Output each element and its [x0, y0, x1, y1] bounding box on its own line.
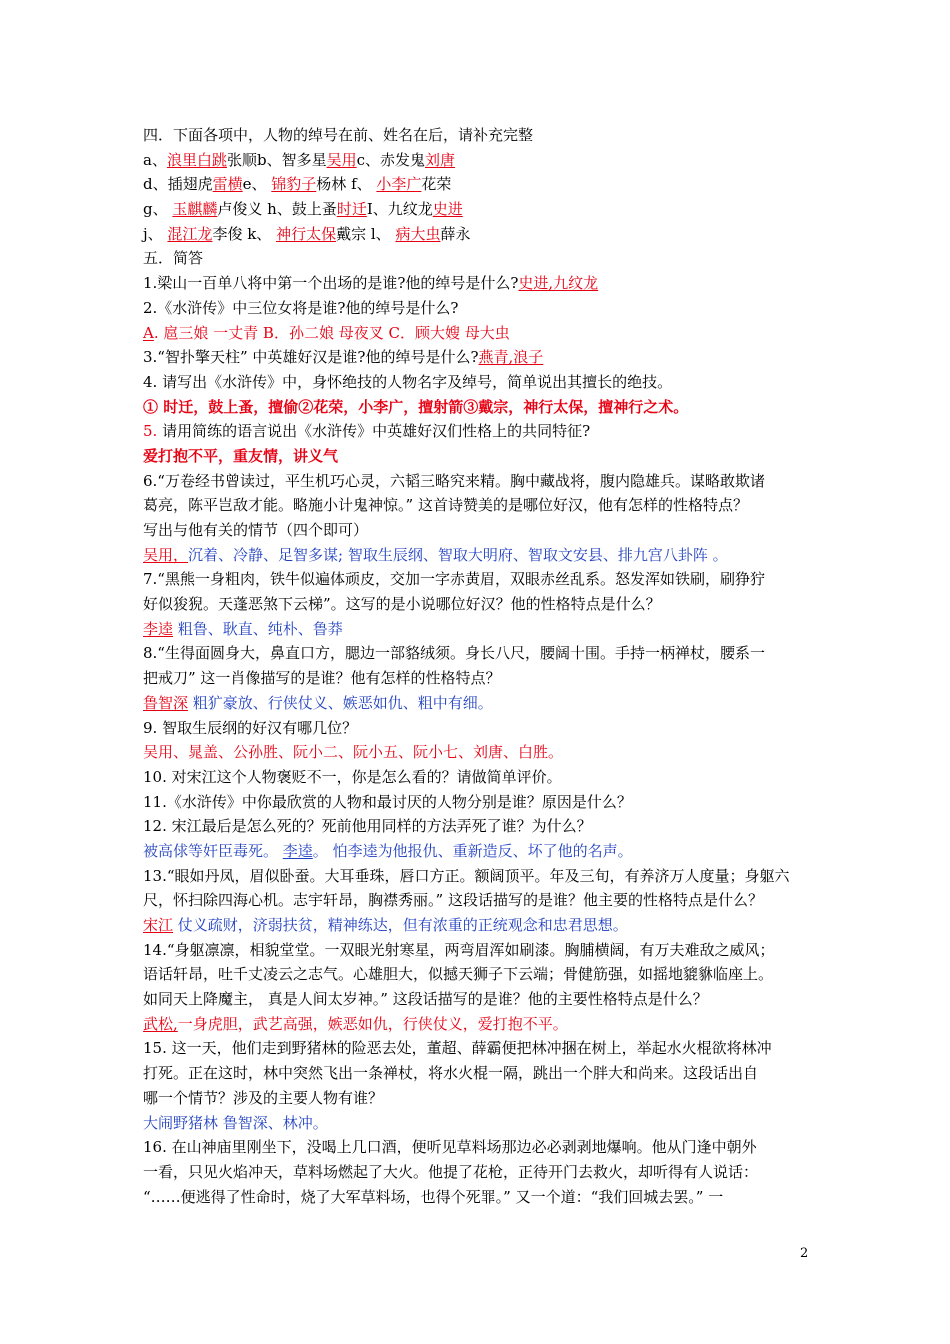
question-text: 16. 在山神庙里刚坐下，没喝上几口酒，便听见草料场那边必必剥剥地爆响。他从门逢中朝外 [143, 1138, 757, 1157]
question-text: 如同天上降魔主， 真是人间太岁神。” 这段话描写的是谁？他的主要性格特点是什么？ [143, 990, 708, 1009]
answer-line [143, 518, 813, 543]
question-text: 戴宗 l、 [336, 224, 396, 243]
question-text: 杨林 f、 [316, 175, 377, 194]
question-text: “……便逃得了性命时，烧了大军草料场，也得个死罪。” 又一个道：“我们回城去罢。” 一 [143, 1187, 724, 1206]
answer-text: 沉着、冷静、足智多谋; 智取生辰纲、智取大明府、智取文安县、排九宫八卦阵 。 [188, 545, 728, 564]
answer-line [143, 1012, 813, 1037]
question-text: 尺，怀扫除四海心机。志宇轩昂，胸襟秀丽。” 这段话描写的是谁？他主要的性格特点是什么？ [143, 891, 763, 910]
question-text: 13.“眼如丹凤，眉似卧蚕。大耳垂珠，唇口方正。额阔顶平。年及三旬，有养济万人度量；身躯六 [143, 866, 790, 885]
answer-text: 史进 [432, 200, 463, 219]
answer-line [143, 469, 813, 494]
answer-line [143, 1111, 813, 1136]
answer-line [143, 864, 813, 889]
answer-text: 混江龙 [167, 224, 213, 243]
answer-text: 宋江 [143, 916, 174, 934]
answer-line [143, 543, 813, 568]
answer-line [143, 1160, 813, 1185]
answer-text: 吴用、晁盖、公孙胜、阮小二、阮小五、阮小七、刘唐、白胜。 [143, 743, 564, 762]
question-text: 花荣 [421, 175, 452, 194]
answer-line [143, 691, 813, 716]
answer-line [143, 913, 813, 938]
question-text: I、九纹龙 [366, 200, 433, 219]
answer-text: 吴用 [326, 150, 357, 169]
question-text: e、 [242, 175, 272, 194]
answer-line [143, 1185, 813, 1210]
question-text: 14.“身躯凛凛，相貌堂堂。一双眼光射寒星，两弯眉浑如刷漆。胸脯横阔，有万夫难敌之威风； [143, 940, 775, 959]
answer-text: 李逵 [282, 841, 313, 860]
answer-text: 雷横 [212, 175, 243, 194]
question-text: 一看，只见火焰冲天，草料场燃起了大火。他提了花枪，正待开门去救火，却听得有人说话： [143, 1162, 759, 1181]
answer-text: 刘唐 [425, 150, 456, 169]
answer-line [143, 567, 813, 592]
question-text: 好似狻猊。天蓬恶煞下云梯”。这写的是小说哪位好汉？他的性格特点是什么？ [143, 595, 661, 614]
answer-line [143, 493, 813, 518]
answer-line [143, 321, 813, 346]
answer-text: 病大虫 [395, 224, 441, 243]
answer-line [143, 1135, 813, 1160]
answer-text: 一身虎胆，武艺高强，嫉恶如仇，行侠仗义，爱打抱不平。 [177, 1014, 568, 1033]
question-text: 写出与他有关的情节（四个即可） [143, 521, 369, 539]
question-text: 李俊 k、 [212, 224, 277, 243]
page-number: 2 [800, 1246, 809, 1261]
answer-text: 大闹野猪林 鲁智深、林冲。 [143, 1113, 328, 1132]
answer-line [143, 716, 813, 741]
question-text: 打死。正在这时，林中突然飞出一条禅杖，将水火棍一隔，跳出一个胖大和尚来。这段话出自 [143, 1064, 759, 1083]
answer-text: 仗义疏财，济弱扶贫，精神练达，但有浓重的正统观念和忠君思想。 [173, 916, 628, 934]
section-four-title: 四．下面各项中，人物的绰号在前、姓名在后，请补充完整 [143, 126, 534, 144]
answer-line [143, 296, 813, 321]
question-text: 2.《水浒传》中三位女将是谁?他的绰号是什么? [143, 298, 459, 317]
question-text: a、 [143, 150, 167, 169]
answer-line [143, 790, 813, 815]
question-text: 10. 对宋江这个人物褒贬不一，你是怎么看的？请做简单评价。 [143, 767, 562, 786]
answer-line [143, 1061, 813, 1086]
answer-text: A [143, 323, 154, 342]
answer-line [143, 1036, 813, 1061]
question-text: 哪一个情节？涉及的主要人物有谁？ [143, 1088, 384, 1107]
answer-text: 燕青,浪子 [478, 348, 544, 367]
answer-text: 李逵 [143, 619, 174, 638]
answer-text: 5. [143, 422, 158, 441]
question-text: 8.“生得面圆身大，鼻直口方，腮边一部貉绒须。身长八尺，腰阔十围。手持一柄禅杖，腰系一 [143, 644, 765, 663]
answer-text: 史进,九纹龙 [518, 274, 599, 293]
question-text: 语话轩昂，吐千丈凌云之志气。心雄胆大，似撼天狮子下云端；骨健筋强，如摇地貔貅临座上。 [143, 965, 774, 984]
answer-text: 浪里白跳 [166, 150, 227, 169]
nickname-row [143, 148, 813, 173]
answer-line [143, 888, 813, 913]
question-text: c、赤发鬼 [356, 150, 425, 169]
answer-text: 粗犷豪放、行侠仗义、嫉恶如仇、粗中有细。 [188, 693, 493, 712]
answer-line [143, 839, 813, 864]
answer-line [143, 395, 813, 420]
nickname-rows [143, 148, 813, 247]
answer-line [143, 271, 813, 296]
answer-text: 时迁 [336, 200, 367, 219]
answer-text: 鲁智深 [143, 693, 189, 712]
answer-line [143, 1086, 813, 1111]
question-text: 15. 这一天，他们走到野猪林的险恶去处，董超、薛霸便把林冲捆在树上，举起水火棍欲将林冲 [143, 1039, 772, 1058]
question-text: 卢俊义 h、鼓上蚤 [217, 200, 337, 219]
answer-text: 锦豹子 [271, 175, 317, 194]
answer-line [143, 814, 813, 839]
question-text: 1.梁山一百单八将中第一个出场的是谁?他的绰号是什么? [143, 274, 519, 293]
question-text: 薛永 [440, 224, 471, 243]
question-text: 7.“黑熊一身粗肉，铁牛似遍体顽皮，交加一字赤黄眉，双眼赤丝乱系。怒发浑如铁刷，刷狰狞 [143, 570, 765, 589]
answer-line [143, 666, 813, 691]
answer-text: 神行太保 [276, 224, 337, 243]
answer-text: 玉麒麟 [172, 200, 218, 219]
answer-line [143, 765, 813, 790]
nickname-row [143, 222, 813, 247]
answer-line [143, 641, 813, 666]
question-text: d、插翅虎 [143, 175, 213, 194]
answer-text: 粗鲁、耿直、纯朴、鲁莽 [173, 619, 343, 638]
answer-line [143, 370, 813, 395]
question-text: 6.“万卷经书曾读过，平生机巧心灵，六韬三略究来精。胸中藏战将，腹内隐雄兵。谋略敢欺诸 [143, 471, 765, 490]
answer-text: 武松, [143, 1014, 178, 1033]
question-text: 请用简练的语言说出《水浒传》中英雄好汉们性格上的共同特征? [157, 422, 591, 441]
answer-text: . 扈三娘 一丈青 B．孙二娘 母夜叉 C．顾大嫂 母大虫 [153, 323, 510, 342]
answer-line [143, 617, 813, 642]
answer-line [143, 938, 813, 963]
document-body [143, 123, 813, 1209]
question-text: 把戒刀” 这一肖像描写的是谁？他有怎样的性格特点？ [143, 669, 501, 688]
answer-text: 被高俅等奸臣毒死。 [143, 841, 283, 860]
question-text: 11.《水浒传》中你最欣赏的人物和最讨厌的人物分别是谁？原因是什么？ [143, 792, 632, 811]
answer-text: 爱打抱不平，重友情，讲义气 [143, 446, 339, 465]
section-five-title: 五．简答 [143, 249, 204, 268]
answer-text: 小李广 [376, 175, 422, 194]
answer-text: 。 怕李逵为他报仇、重新造反、坏了他的名声。 [312, 841, 633, 860]
answer-text: ① 时迁，鼓上蚤，擅偷②花荣，小李广，擅射箭③戴宗，神行太保，擅神行之术。 [143, 397, 689, 416]
answer-line [143, 444, 813, 469]
answer-line [143, 345, 813, 370]
question-text: 12. 宋江最后是怎么死的？死前他用同样的方法弄死了谁？为什么？ [143, 817, 592, 836]
question-text: 张顺b、智多星 [226, 150, 327, 169]
answer-line [143, 740, 813, 765]
answer-line [143, 962, 813, 987]
question-text: j、 [143, 224, 168, 243]
answer-line [143, 592, 813, 617]
nickname-row [143, 197, 813, 222]
question-text: 葛亮，陈平岂敌才能。略施小计鬼神惊。” 这首诗赞美的是哪位好汉，他有怎样的性格特点？ [143, 496, 748, 515]
question-text: 3.“智扑擎天柱” 中英雄好汉是谁?他的绰号是什么? [143, 348, 479, 367]
nickname-row [143, 172, 813, 197]
answer-line [143, 987, 813, 1012]
answer-text: 吴用， [143, 545, 189, 564]
answer-line [143, 419, 813, 444]
question-text: 4. 请写出《水浒传》中，身怀绝技的人物名字及绰号，简单说出其擅长的绝技。 [143, 372, 673, 391]
question-text: g、 [143, 200, 173, 219]
question-text: 9. 智取生辰纲的好汉有哪几位？ [143, 718, 358, 737]
short-answer-list [143, 271, 813, 1209]
